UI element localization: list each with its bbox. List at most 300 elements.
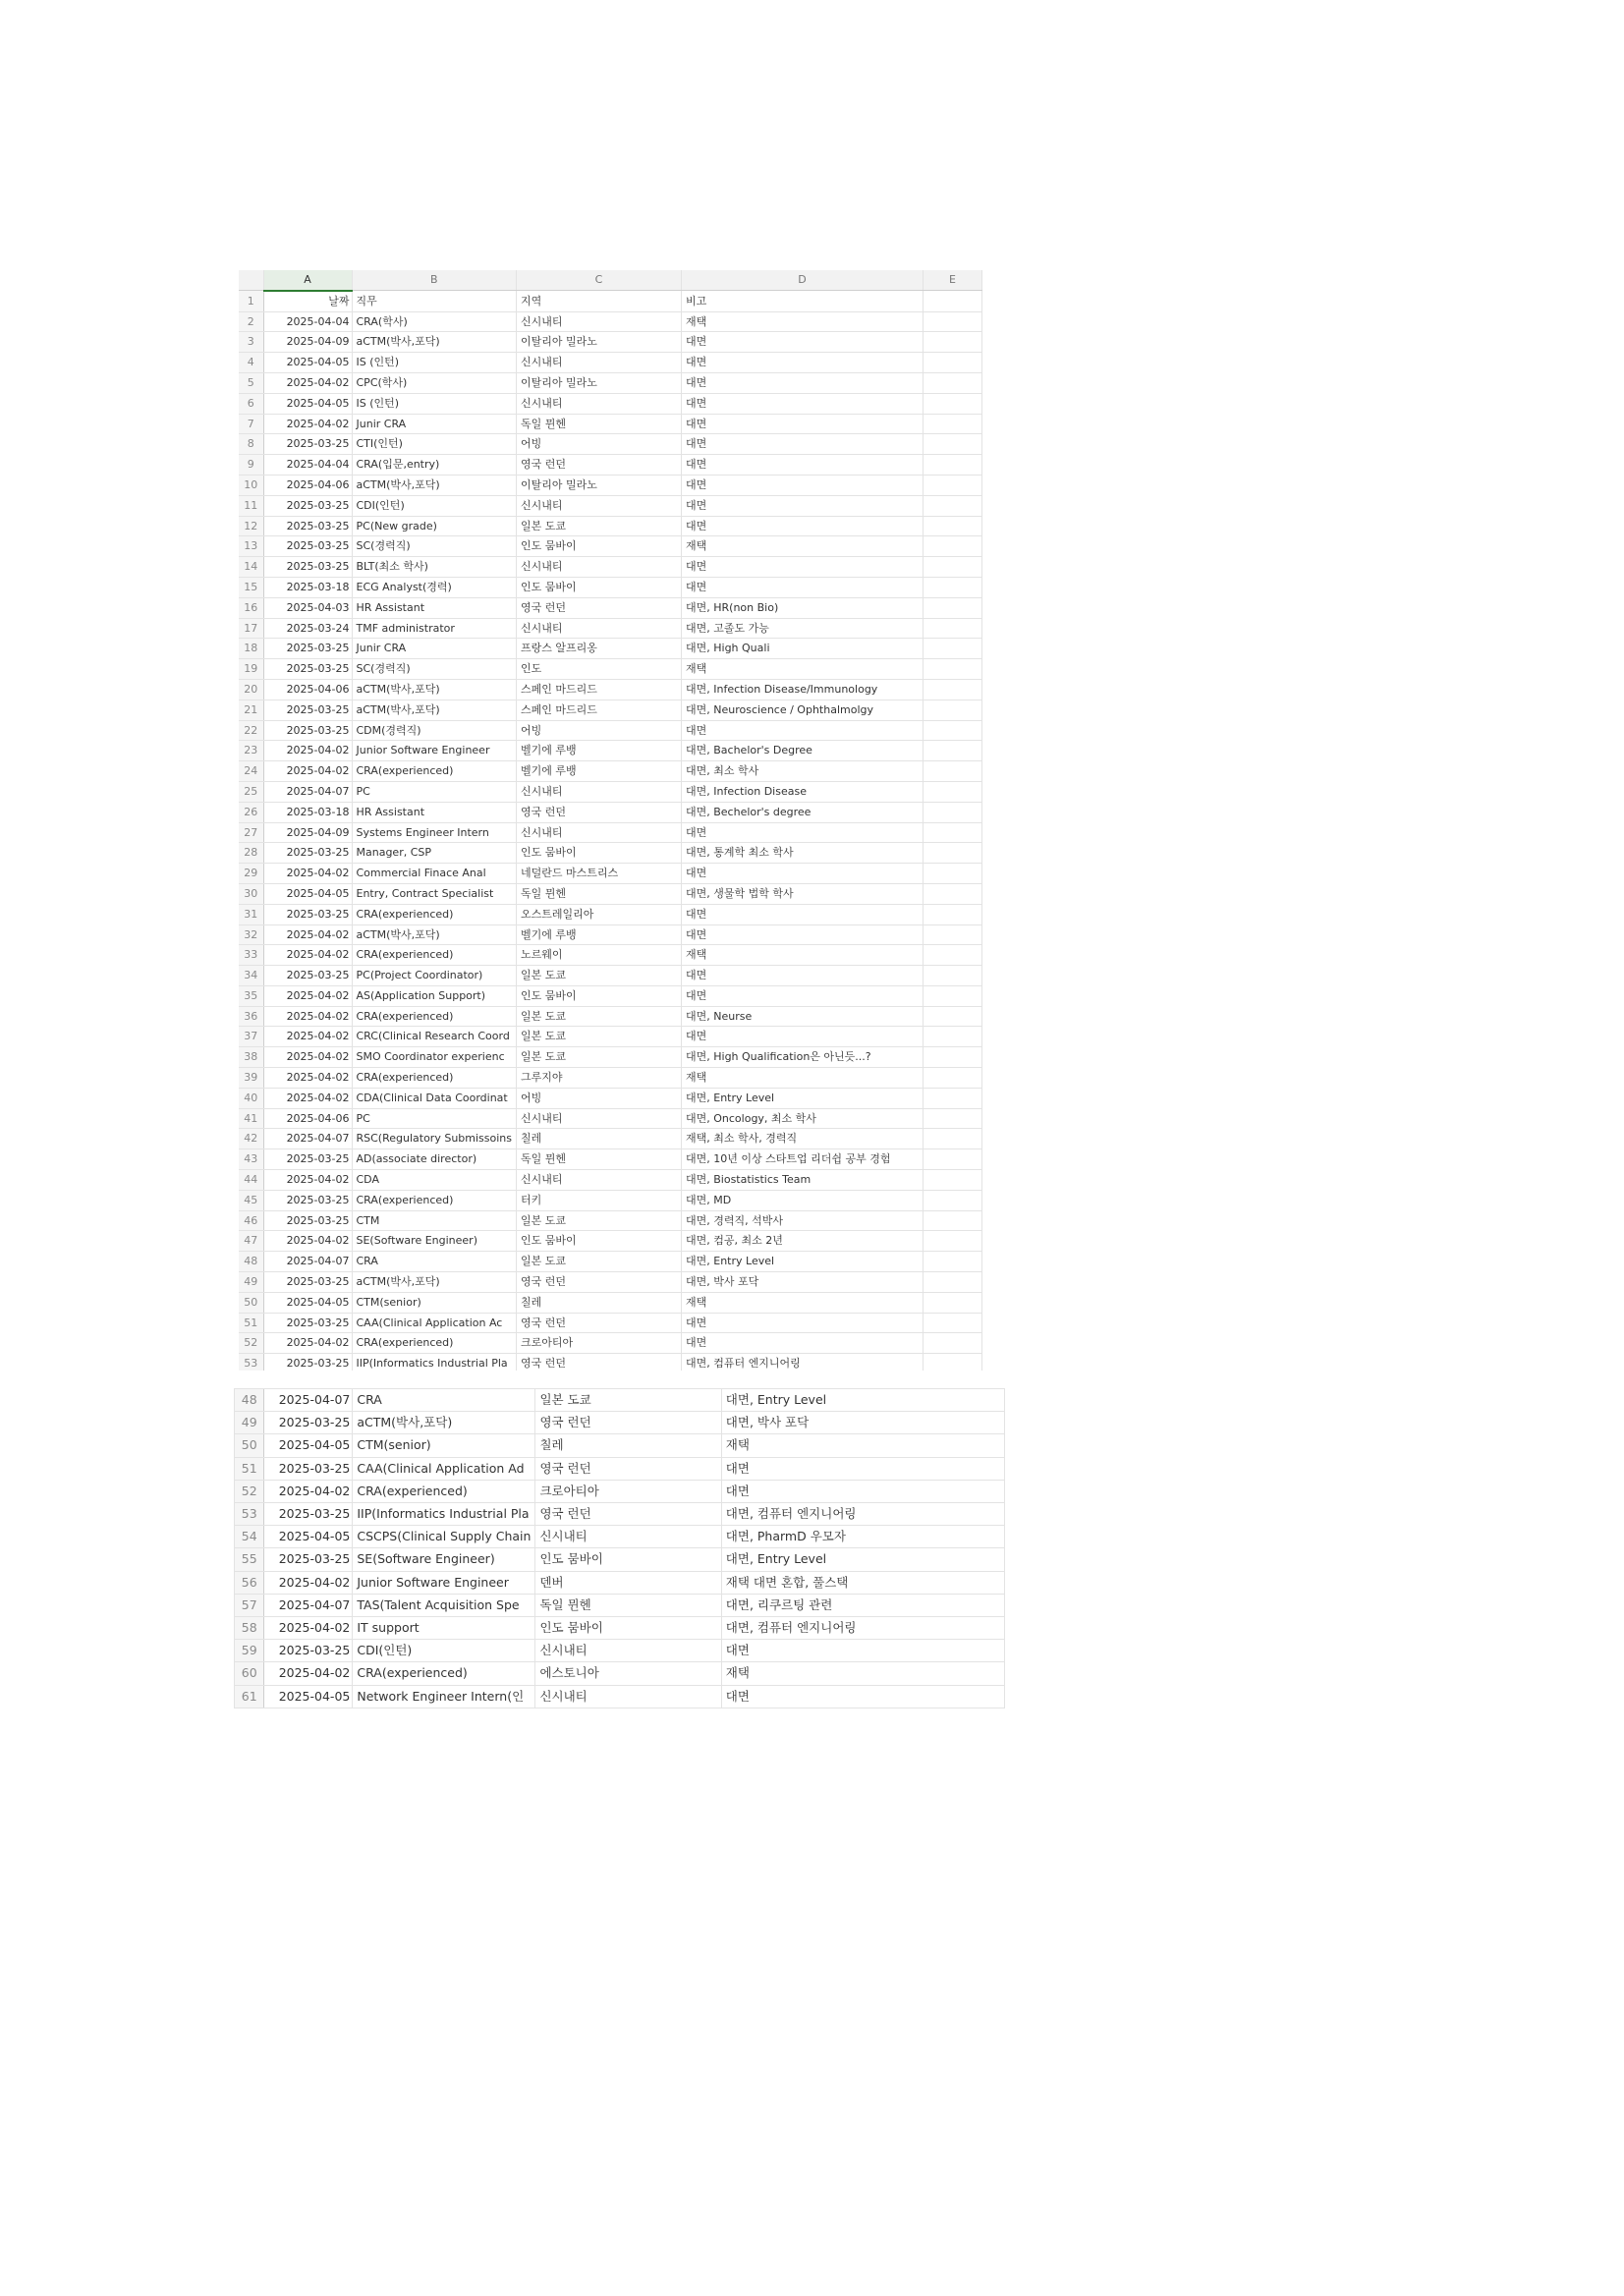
- cell-location[interactable]: 신시내티: [535, 1640, 721, 1662]
- cell-note[interactable]: 대면, Neurse: [682, 1006, 924, 1027]
- row-number[interactable]: 49: [235, 1412, 264, 1434]
- row-number[interactable]: 5: [239, 372, 263, 393]
- cell-job[interactable]: HR Assistant: [352, 597, 517, 618]
- row-number[interactable]: 13: [239, 536, 263, 557]
- cell-date[interactable]: 2025-04-02: [263, 741, 352, 761]
- cell-date[interactable]: 2025-04-02: [264, 1480, 353, 1502]
- column-header-e[interactable]: E: [924, 270, 982, 291]
- cell-location[interactable]: 일본 도쿄: [517, 1027, 682, 1047]
- row-number[interactable]: 14: [239, 557, 263, 578]
- cell-location[interactable]: 터키: [517, 1190, 682, 1210]
- cell-empty[interactable]: [924, 577, 982, 597]
- cell-job[interactable]: aCTM(박사,포닥): [352, 332, 517, 353]
- row-number[interactable]: 51: [239, 1313, 263, 1333]
- cell-empty[interactable]: [924, 1149, 982, 1170]
- cell-location[interactable]: 지역: [517, 291, 682, 311]
- row-number[interactable]: 29: [239, 864, 263, 884]
- cell-job[interactable]: aCTM(박사,포닥): [352, 475, 517, 495]
- cell-job[interactable]: IT support: [353, 1617, 535, 1640]
- cell-location[interactable]: 오스트레일리아: [517, 904, 682, 924]
- cell-note[interactable]: 대면, High Quali: [682, 639, 924, 659]
- cell-note[interactable]: 대면, PharmD 우모자: [721, 1526, 1004, 1548]
- cell-job[interactable]: CAA(Clinical Application Ad: [353, 1457, 535, 1480]
- cell-note[interactable]: 대면: [682, 904, 924, 924]
- cell-empty[interactable]: [924, 966, 982, 986]
- cell-job[interactable]: Network Engineer Intern(인: [353, 1685, 535, 1708]
- cell-note[interactable]: 대면: [682, 1027, 924, 1047]
- cell-location[interactable]: 크로아티아: [517, 1333, 682, 1354]
- row-number[interactable]: 15: [239, 577, 263, 597]
- cell-date[interactable]: 2025-03-25: [263, 1272, 352, 1293]
- cell-location[interactable]: 어빙: [517, 434, 682, 455]
- cell-empty[interactable]: [924, 1027, 982, 1047]
- cell-job[interactable]: BLT(최소 학사): [352, 557, 517, 578]
- cell-date[interactable]: 2025-04-02: [263, 1006, 352, 1027]
- cell-note[interactable]: 대면: [682, 924, 924, 945]
- row-number[interactable]: 6: [239, 393, 263, 414]
- cell-location[interactable]: 노르웨이: [517, 945, 682, 966]
- cell-note[interactable]: 대면: [682, 1333, 924, 1354]
- cell-job[interactable]: aCTM(박사,포닥): [352, 924, 517, 945]
- cell-empty[interactable]: [924, 557, 982, 578]
- cell-date[interactable]: 2025-04-02: [263, 1088, 352, 1108]
- row-number[interactable]: 53: [239, 1354, 263, 1371]
- cell-date[interactable]: 2025-03-25: [264, 1457, 353, 1480]
- cell-job[interactable]: CRA: [352, 1252, 517, 1272]
- row-number[interactable]: 48: [235, 1389, 264, 1412]
- cell-job[interactable]: 직무: [352, 291, 517, 311]
- row-number[interactable]: 53: [235, 1503, 264, 1526]
- cell-job[interactable]: CRA(학사): [352, 311, 517, 332]
- cell-job[interactable]: Manager, CSP: [352, 843, 517, 864]
- cell-date[interactable]: 날짜: [263, 291, 352, 311]
- cell-location[interactable]: 인도: [517, 659, 682, 680]
- cell-empty[interactable]: [924, 985, 982, 1006]
- cell-note[interactable]: 대면, Entry Level: [682, 1252, 924, 1272]
- cell-date[interactable]: 2025-04-06: [263, 679, 352, 700]
- cell-date[interactable]: 2025-04-05: [263, 883, 352, 904]
- row-number[interactable]: 46: [239, 1210, 263, 1231]
- cell-empty[interactable]: [924, 679, 982, 700]
- cell-empty[interactable]: [924, 1210, 982, 1231]
- row-number[interactable]: 11: [239, 495, 263, 516]
- cell-empty[interactable]: [924, 904, 982, 924]
- cell-date[interactable]: 2025-04-02: [264, 1571, 353, 1594]
- cell-note[interactable]: 재택: [721, 1662, 1004, 1685]
- cell-job[interactable]: CTI(인턴): [352, 434, 517, 455]
- cell-note[interactable]: 대면, 경력직, 석박사: [682, 1210, 924, 1231]
- cell-date[interactable]: 2025-03-25: [264, 1412, 353, 1434]
- row-number[interactable]: 8: [239, 434, 263, 455]
- cell-job[interactable]: HR Assistant: [352, 802, 517, 822]
- row-number[interactable]: 56: [235, 1571, 264, 1594]
- cell-date[interactable]: 2025-03-25: [263, 557, 352, 578]
- cell-empty[interactable]: [924, 720, 982, 741]
- cell-job[interactable]: CDI(인턴): [352, 495, 517, 516]
- cell-date[interactable]: 2025-04-02: [263, 1333, 352, 1354]
- cell-date[interactable]: 2025-03-25: [263, 1313, 352, 1333]
- row-number[interactable]: 28: [239, 843, 263, 864]
- cell-note[interactable]: 재택: [682, 659, 924, 680]
- cell-empty[interactable]: [924, 1047, 982, 1068]
- cell-date[interactable]: 2025-04-02: [263, 372, 352, 393]
- cell-job[interactable]: Junior Software Engineer: [353, 1571, 535, 1594]
- cell-note[interactable]: 대면: [682, 720, 924, 741]
- row-number[interactable]: 17: [239, 618, 263, 639]
- cell-empty[interactable]: [924, 822, 982, 843]
- cell-location[interactable]: 인도 뭄바이: [517, 985, 682, 1006]
- cell-location[interactable]: 영국 런던: [535, 1412, 721, 1434]
- cell-date[interactable]: 2025-04-07: [263, 1129, 352, 1149]
- cell-note[interactable]: 대면, 리쿠르팅 관련: [721, 1594, 1004, 1616]
- cell-empty[interactable]: [924, 414, 982, 434]
- cell-date[interactable]: 2025-04-02: [263, 1170, 352, 1191]
- cell-location[interactable]: 프랑스 알프리옹: [517, 639, 682, 659]
- cell-empty[interactable]: [924, 495, 982, 516]
- cell-empty[interactable]: [924, 1190, 982, 1210]
- cell-job[interactable]: CRA(experienced): [353, 1662, 535, 1685]
- row-number[interactable]: 22: [239, 720, 263, 741]
- cell-location[interactable]: 신시내티: [517, 781, 682, 802]
- cell-note[interactable]: 대면, 생물학 법학 학사: [682, 883, 924, 904]
- cell-empty[interactable]: [924, 353, 982, 373]
- row-number[interactable]: 19: [239, 659, 263, 680]
- cell-job[interactable]: PC(Project Coordinator): [352, 966, 517, 986]
- cell-note[interactable]: 대면, Entry Level: [682, 1088, 924, 1108]
- cell-empty[interactable]: [924, 843, 982, 864]
- cell-job[interactable]: CRA(experienced): [352, 1190, 517, 1210]
- cell-note[interactable]: 대면: [682, 353, 924, 373]
- cell-job[interactable]: CRA(experienced): [352, 1006, 517, 1027]
- cell-empty[interactable]: [924, 434, 982, 455]
- cell-date[interactable]: 2025-04-02: [263, 1047, 352, 1068]
- cell-job[interactable]: Junir CRA: [352, 414, 517, 434]
- row-number[interactable]: 38: [239, 1047, 263, 1068]
- row-number[interactable]: 27: [239, 822, 263, 843]
- cell-location[interactable]: 일본 도쿄: [517, 966, 682, 986]
- cell-date[interactable]: 2025-04-05: [264, 1526, 353, 1548]
- cell-empty[interactable]: [924, 475, 982, 495]
- cell-location[interactable]: 그루지야: [517, 1068, 682, 1089]
- cell-note[interactable]: 대면: [721, 1480, 1004, 1502]
- cell-empty[interactable]: [924, 700, 982, 720]
- cell-location[interactable]: 신시내티: [517, 311, 682, 332]
- cell-job[interactable]: CRA(experienced): [352, 1333, 517, 1354]
- row-number[interactable]: 52: [239, 1333, 263, 1354]
- cell-date[interactable]: 2025-04-09: [263, 332, 352, 353]
- cell-job[interactable]: Junir CRA: [352, 639, 517, 659]
- cell-location[interactable]: 독일 뮌헨: [517, 883, 682, 904]
- cell-location[interactable]: 네덜란드 마스트리스: [517, 864, 682, 884]
- cell-date[interactable]: 2025-04-02: [263, 414, 352, 434]
- row-number[interactable]: 39: [239, 1068, 263, 1089]
- cell-note[interactable]: 대면: [682, 495, 924, 516]
- cell-location[interactable]: 에스토니아: [535, 1662, 721, 1685]
- cell-date[interactable]: 2025-04-05: [263, 353, 352, 373]
- row-number[interactable]: 45: [239, 1190, 263, 1210]
- column-header-d[interactable]: D: [682, 270, 924, 291]
- cell-date[interactable]: 2025-03-25: [263, 516, 352, 536]
- cell-job[interactable]: Systems Engineer Intern: [352, 822, 517, 843]
- cell-note[interactable]: 대면, Biostatistics Team: [682, 1170, 924, 1191]
- cell-empty[interactable]: [924, 1088, 982, 1108]
- cell-job[interactable]: CDI(인턴): [353, 1640, 535, 1662]
- cell-date[interactable]: 2025-03-25: [263, 700, 352, 720]
- column-header-c[interactable]: C: [517, 270, 682, 291]
- row-number[interactable]: 60: [235, 1662, 264, 1685]
- cell-empty[interactable]: [924, 536, 982, 557]
- cell-job[interactable]: PC: [352, 781, 517, 802]
- row-number[interactable]: 23: [239, 741, 263, 761]
- cell-location[interactable]: 일본 도쿄: [517, 1252, 682, 1272]
- cell-location[interactable]: 벨기에 루뱅: [517, 741, 682, 761]
- cell-date[interactable]: 2025-04-02: [263, 924, 352, 945]
- cell-note[interactable]: 대면, Infection Disease/Immunology: [682, 679, 924, 700]
- cell-job[interactable]: aCTM(박사,포닥): [352, 700, 517, 720]
- cell-date[interactable]: 2025-03-25: [263, 1210, 352, 1231]
- cell-location[interactable]: 이탈리아 밀라노: [517, 372, 682, 393]
- cell-empty[interactable]: [924, 1108, 982, 1129]
- cell-location[interactable]: 신시내티: [517, 353, 682, 373]
- cell-note[interactable]: 대면, High Qualification은 아닌듯...?: [682, 1047, 924, 1068]
- cell-location[interactable]: 칠레: [535, 1434, 721, 1457]
- cell-empty[interactable]: [924, 1006, 982, 1027]
- cell-date[interactable]: 2025-03-25: [263, 1354, 352, 1371]
- cell-note[interactable]: 재택: [682, 1068, 924, 1089]
- cell-location[interactable]: 어빙: [517, 720, 682, 741]
- cell-job[interactable]: AD(associate director): [352, 1149, 517, 1170]
- cell-location[interactable]: 신시내티: [517, 618, 682, 639]
- cell-note[interactable]: 대면: [682, 393, 924, 414]
- cell-date[interactable]: 2025-04-02: [263, 945, 352, 966]
- row-number[interactable]: 20: [239, 679, 263, 700]
- cell-note[interactable]: 대면, HR(non Bio): [682, 597, 924, 618]
- cell-note[interactable]: 재택: [682, 1292, 924, 1313]
- cell-job[interactable]: SMO Coordinator experienc: [352, 1047, 517, 1068]
- cell-date[interactable]: 2025-04-02: [263, 1231, 352, 1252]
- cell-empty[interactable]: [924, 332, 982, 353]
- row-number[interactable]: 57: [235, 1594, 264, 1616]
- row-number[interactable]: 41: [239, 1108, 263, 1129]
- cell-job[interactable]: SE(Software Engineer): [352, 1231, 517, 1252]
- cell-note[interactable]: 대면, Neuroscience / Ophthalmolgy: [682, 700, 924, 720]
- cell-date[interactable]: 2025-04-06: [263, 475, 352, 495]
- cell-empty[interactable]: [924, 864, 982, 884]
- cell-location[interactable]: 영국 런던: [535, 1503, 721, 1526]
- cell-job[interactable]: CRA(입문,entry): [352, 455, 517, 476]
- cell-date[interactable]: 2025-03-25: [263, 1190, 352, 1210]
- cell-job[interactable]: CRA(experienced): [353, 1480, 535, 1502]
- cell-location[interactable]: 스페인 마드리드: [517, 700, 682, 720]
- cell-job[interactable]: IS (인턴): [352, 353, 517, 373]
- cell-date[interactable]: 2025-03-18: [263, 577, 352, 597]
- cell-job[interactable]: Junior Software Engineer: [352, 741, 517, 761]
- cell-location[interactable]: 신시내티: [517, 822, 682, 843]
- row-number[interactable]: 30: [239, 883, 263, 904]
- cell-job[interactable]: CRA(experienced): [352, 945, 517, 966]
- row-number[interactable]: 21: [239, 700, 263, 720]
- cell-empty[interactable]: [924, 802, 982, 822]
- cell-empty[interactable]: [924, 1333, 982, 1354]
- cell-location[interactable]: 벨기에 루뱅: [517, 761, 682, 782]
- cell-job[interactable]: AS(Application Support): [352, 985, 517, 1006]
- cell-location[interactable]: 신시내티: [517, 1108, 682, 1129]
- cell-empty[interactable]: [924, 639, 982, 659]
- row-number[interactable]: 7: [239, 414, 263, 434]
- cell-location[interactable]: 영국 런던: [517, 597, 682, 618]
- row-number[interactable]: 59: [235, 1640, 264, 1662]
- cell-date[interactable]: 2025-04-02: [263, 1027, 352, 1047]
- row-number[interactable]: 54: [235, 1526, 264, 1548]
- cell-empty[interactable]: [924, 1129, 982, 1149]
- cell-date[interactable]: 2025-04-02: [263, 761, 352, 782]
- cell-location[interactable]: 일본 도쿄: [517, 1006, 682, 1027]
- cell-date[interactable]: 2025-04-04: [263, 311, 352, 332]
- cell-empty[interactable]: [924, 291, 982, 311]
- cell-location[interactable]: 크로아티아: [535, 1480, 721, 1502]
- cell-location[interactable]: 일본 도쿄: [517, 516, 682, 536]
- cell-empty[interactable]: [924, 1313, 982, 1333]
- cell-note[interactable]: 대면: [682, 822, 924, 843]
- cell-location[interactable]: 독일 뮌헨: [517, 414, 682, 434]
- cell-location[interactable]: 독일 뮌헨: [517, 1149, 682, 1170]
- row-number[interactable]: 50: [239, 1292, 263, 1313]
- cell-date[interactable]: 2025-03-25: [264, 1503, 353, 1526]
- row-number[interactable]: 40: [239, 1088, 263, 1108]
- row-number[interactable]: 43: [239, 1149, 263, 1170]
- cell-note[interactable]: 대면, Oncology, 최소 학사: [682, 1108, 924, 1129]
- cell-note[interactable]: 재택: [682, 311, 924, 332]
- cell-date[interactable]: 2025-04-07: [263, 781, 352, 802]
- row-number[interactable]: 49: [239, 1272, 263, 1293]
- cell-note[interactable]: 대면, Entry Level: [721, 1389, 1004, 1412]
- row-number[interactable]: 58: [235, 1617, 264, 1640]
- cell-job[interactable]: CAA(Clinical Application Ac: [352, 1313, 517, 1333]
- cell-job[interactable]: CRA(experienced): [352, 1068, 517, 1089]
- row-number[interactable]: 10: [239, 475, 263, 495]
- cell-empty[interactable]: [924, 597, 982, 618]
- cell-empty[interactable]: [924, 455, 982, 476]
- cell-location[interactable]: 벨기에 루뱅: [517, 924, 682, 945]
- cell-location[interactable]: 어빙: [517, 1088, 682, 1108]
- cell-date[interactable]: 2025-03-25: [263, 720, 352, 741]
- cell-job[interactable]: TAS(Talent Acquisition Spe: [353, 1594, 535, 1616]
- cell-job[interactable]: Commercial Finace Anal: [352, 864, 517, 884]
- cell-location[interactable]: 칠레: [517, 1292, 682, 1313]
- cell-job[interactable]: CRA(experienced): [352, 904, 517, 924]
- cell-job[interactable]: IIP(Informatics Industrial Pla: [353, 1503, 535, 1526]
- row-number[interactable]: 31: [239, 904, 263, 924]
- row-number[interactable]: 51: [235, 1457, 264, 1480]
- cell-note[interactable]: 대면, 컴퓨터 엔지니어링: [721, 1617, 1004, 1640]
- cell-date[interactable]: 2025-04-05: [263, 1292, 352, 1313]
- cell-empty[interactable]: [924, 516, 982, 536]
- cell-location[interactable]: 일본 도쿄: [517, 1047, 682, 1068]
- cell-location[interactable]: 이탈리아 밀라노: [517, 475, 682, 495]
- cell-date[interactable]: 2025-03-25: [263, 966, 352, 986]
- row-number[interactable]: 32: [239, 924, 263, 945]
- cell-date[interactable]: 2025-03-18: [263, 802, 352, 822]
- cell-job[interactable]: SC(경력직): [352, 659, 517, 680]
- cell-note[interactable]: 대면, 고졸도 가능: [682, 618, 924, 639]
- cell-location[interactable]: 칠레: [517, 1129, 682, 1149]
- cell-empty[interactable]: [924, 781, 982, 802]
- cell-empty[interactable]: [924, 1170, 982, 1191]
- cell-note[interactable]: 대면, 10년 이상 스타트업 리더쉽 공부 경험: [682, 1149, 924, 1170]
- cell-note[interactable]: 대면, 최소 학사: [682, 761, 924, 782]
- cell-empty[interactable]: [924, 1231, 982, 1252]
- cell-note[interactable]: 대면, Infection Disease: [682, 781, 924, 802]
- cell-date[interactable]: 2025-04-05: [264, 1434, 353, 1457]
- cell-job[interactable]: CTM: [352, 1210, 517, 1231]
- cell-note[interactable]: 대면: [682, 455, 924, 476]
- cell-job[interactable]: CDA(Clinical Data Coordinat: [352, 1088, 517, 1108]
- cell-job[interactable]: IS (인턴): [352, 393, 517, 414]
- cell-empty[interactable]: [924, 372, 982, 393]
- cell-date[interactable]: 2025-04-03: [263, 597, 352, 618]
- cell-job[interactable]: CRC(Clinical Research Coord: [352, 1027, 517, 1047]
- cell-location[interactable]: 신시내티: [517, 495, 682, 516]
- cell-location[interactable]: 스페인 마드리드: [517, 679, 682, 700]
- cell-date[interactable]: 2025-04-06: [263, 1108, 352, 1129]
- cell-empty[interactable]: [924, 659, 982, 680]
- cell-empty[interactable]: [924, 883, 982, 904]
- cell-location[interactable]: 인도 뭄바이: [535, 1617, 721, 1640]
- cell-date[interactable]: 2025-03-25: [264, 1548, 353, 1571]
- select-all-corner[interactable]: [239, 270, 263, 291]
- cell-location[interactable]: 신시내티: [535, 1526, 721, 1548]
- cell-job[interactable]: CSCPS(Clinical Supply Chain: [353, 1526, 535, 1548]
- row-number[interactable]: 18: [239, 639, 263, 659]
- cell-date[interactable]: 2025-04-07: [264, 1389, 353, 1412]
- row-number[interactable]: 16: [239, 597, 263, 618]
- cell-note[interactable]: 대면, MD: [682, 1190, 924, 1210]
- cell-note[interactable]: 대면: [721, 1685, 1004, 1708]
- cell-location[interactable]: 영국 런던: [517, 1313, 682, 1333]
- cell-empty[interactable]: [924, 741, 982, 761]
- row-number[interactable]: 50: [235, 1434, 264, 1457]
- column-header-b[interactable]: B: [352, 270, 517, 291]
- cell-location[interactable]: 인도 뭄바이: [535, 1548, 721, 1571]
- cell-date[interactable]: 2025-03-25: [263, 495, 352, 516]
- cell-note[interactable]: 대면, 컴퓨터 엔지니어링: [721, 1503, 1004, 1526]
- cell-empty[interactable]: [924, 924, 982, 945]
- cell-empty[interactable]: [924, 1292, 982, 1313]
- cell-date[interactable]: 2025-04-04: [263, 455, 352, 476]
- row-number[interactable]: 2: [239, 311, 263, 332]
- cell-date[interactable]: 2025-03-25: [264, 1640, 353, 1662]
- row-number[interactable]: 61: [235, 1685, 264, 1708]
- cell-location[interactable]: 신시내티: [517, 557, 682, 578]
- cell-location[interactable]: 인도 뭄바이: [517, 1231, 682, 1252]
- cell-location[interactable]: 인도 뭄바이: [517, 843, 682, 864]
- cell-job[interactable]: PC(New grade): [352, 516, 517, 536]
- cell-location[interactable]: 영국 런던: [517, 455, 682, 476]
- cell-note[interactable]: 대면, Bachelor's Degree: [682, 741, 924, 761]
- row-number[interactable]: 55: [235, 1548, 264, 1571]
- cell-note[interactable]: 대면, 컴공, 최소 2년: [682, 1231, 924, 1252]
- row-number[interactable]: 44: [239, 1170, 263, 1191]
- cell-date[interactable]: 2025-04-05: [264, 1685, 353, 1708]
- cell-job[interactable]: CTM(senior): [353, 1434, 535, 1457]
- cell-job[interactable]: TMF administrator: [352, 618, 517, 639]
- column-header-a[interactable]: A: [263, 270, 352, 291]
- cell-job[interactable]: CRA(experienced): [352, 761, 517, 782]
- cell-location[interactable]: 일본 도쿄: [535, 1389, 721, 1412]
- cell-location[interactable]: 인도 뭄바이: [517, 577, 682, 597]
- cell-note[interactable]: 대면: [682, 557, 924, 578]
- row-number[interactable]: 37: [239, 1027, 263, 1047]
